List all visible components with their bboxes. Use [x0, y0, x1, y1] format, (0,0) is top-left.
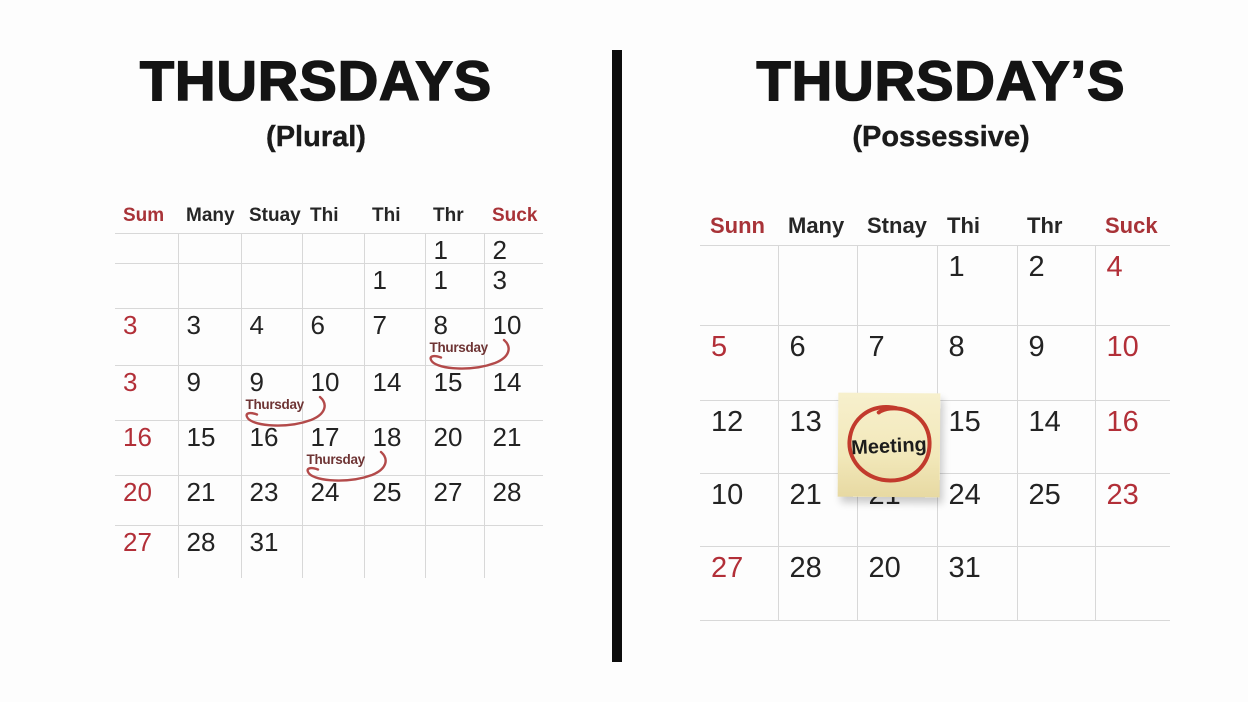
calendar-cell: [937, 546, 1017, 620]
right-title: THURSDAY’S: [756, 49, 1126, 112]
calendar-cell: [425, 476, 484, 526]
date-number: 16: [123, 422, 152, 452]
calendar-cell: [178, 421, 241, 476]
calendar-week-row: [700, 245, 1170, 325]
calendar-cell: [857, 546, 937, 620]
date-number: 10: [711, 478, 744, 511]
calendar-cell: [241, 476, 302, 526]
calendar-week-row: [115, 264, 543, 309]
date-number: 14: [372, 367, 402, 397]
date-number: 16: [1106, 405, 1139, 438]
date-number: 18: [372, 422, 402, 452]
date-number: 6: [310, 310, 325, 340]
calendar-cell: [364, 264, 425, 309]
date-number: 24: [310, 477, 340, 507]
date-number: 21: [186, 477, 216, 507]
date-number: 24: [948, 478, 981, 511]
calendar-cell: [364, 309, 425, 366]
calendar-cell: [241, 264, 302, 309]
date-number: 27: [123, 527, 152, 557]
calendar-cell: [115, 366, 178, 421]
calendar-cell: [241, 526, 302, 578]
calendar-week-row: [700, 325, 1170, 400]
date-number: 14: [492, 367, 522, 397]
day-header: Stnay: [867, 212, 927, 238]
date-number: 12: [711, 405, 744, 438]
calendar-cell: [700, 400, 778, 473]
date-number: 2: [1028, 250, 1045, 283]
left-title: THURSDAYS: [139, 49, 493, 112]
calendar-cell: [937, 473, 1017, 546]
calendar-cell: [778, 245, 857, 325]
calendar-cell: [484, 476, 543, 526]
day-header: Thi: [372, 205, 401, 226]
date-number: 8: [433, 310, 448, 340]
date-number: 9: [186, 367, 201, 397]
date-number: 20: [433, 422, 463, 452]
date-number: 28: [492, 477, 522, 507]
left-calendar: [115, 205, 543, 578]
date-number: 27: [433, 477, 463, 507]
date-number: 9: [1028, 330, 1045, 363]
calendar-week-row: [115, 234, 543, 264]
date-number: 17: [310, 422, 340, 452]
day-header: Thi: [310, 205, 339, 226]
calendar-cell: [241, 366, 302, 421]
calendar-week-row: [115, 309, 543, 366]
calendar-cell: [115, 234, 178, 264]
calendar-cell: [857, 245, 937, 325]
day-header: Many: [186, 205, 235, 226]
day-header: Suck: [492, 205, 538, 226]
thursday-annotation: [430, 339, 500, 363]
date-number: 10: [1106, 330, 1139, 363]
date-number: 14: [1028, 405, 1061, 438]
calendar-cell: [700, 473, 778, 546]
date-number: 10: [310, 367, 340, 397]
calendar-cell: [302, 264, 364, 309]
calendar-cell: [1095, 245, 1170, 325]
vertical-divider: [612, 50, 622, 662]
date-number: 5: [711, 330, 728, 363]
day-header: Thi: [947, 212, 980, 238]
date-number: 21: [492, 422, 522, 452]
day-header: Thr: [433, 205, 464, 226]
calendar-cell: [937, 325, 1017, 400]
date-number: 4: [1106, 250, 1123, 283]
date-number: 10: [492, 310, 522, 340]
right-panel-header: [706, 49, 1176, 154]
thursday-annotation-text: Thursday: [306, 452, 365, 467]
calendar-cell: [1017, 400, 1095, 473]
calendar-cell: [857, 325, 937, 400]
day-header: Stuay: [249, 205, 301, 226]
calendar-cell: [178, 526, 241, 578]
date-number: 16: [249, 422, 279, 452]
calendar-cell: [115, 264, 178, 309]
calendar-cell: [1095, 400, 1170, 473]
date-number: 28: [186, 527, 216, 557]
calendar-cell: [425, 309, 488, 366]
left-panel-header: [86, 49, 546, 154]
calendar-cell: [484, 234, 543, 264]
date-number: 23: [249, 477, 279, 507]
calendar-cell: [937, 245, 1017, 325]
left-subtitle: (Plural): [266, 120, 366, 153]
date-number: 25: [1028, 478, 1061, 511]
calendar-cell: [425, 526, 484, 578]
day-header: Many: [788, 212, 845, 238]
calendar-cell: [115, 526, 178, 578]
calendar-week-row: [115, 526, 543, 578]
date-number: 3: [492, 265, 507, 295]
calendar-cell: [937, 400, 1017, 473]
date-number: 27: [711, 551, 744, 584]
thursday-annotation: [246, 396, 316, 420]
calendar-cell: [241, 234, 302, 264]
calendar-cell: [778, 325, 857, 400]
date-number: 13: [789, 405, 822, 438]
calendar-cell: [178, 366, 241, 421]
calendar-cell: [484, 264, 543, 309]
calendar-cell: [115, 309, 178, 366]
date-number: 21: [789, 478, 822, 511]
calendar-cell: [115, 421, 178, 476]
calendar-cell: [302, 234, 364, 264]
calendar-cell: [178, 476, 241, 526]
date-number: 23: [1106, 478, 1139, 511]
thursday-annotation-text: Thursday: [429, 340, 488, 355]
calendar-cell: [178, 264, 241, 309]
calendar-cell: [425, 421, 484, 476]
calendar-cell: [1095, 473, 1170, 546]
calendar-cell: [115, 476, 178, 526]
date-number: 15: [186, 422, 216, 452]
date-number: 20: [868, 551, 901, 584]
calendar-cell: [1017, 546, 1095, 620]
calendar-cell: [425, 366, 484, 421]
calendar-cell: [241, 309, 302, 366]
date-number: 25: [372, 477, 402, 507]
calendar-cell: [700, 245, 778, 325]
calendar-cell: [700, 546, 778, 620]
date-number: 31: [249, 527, 279, 557]
calendar-cell: [484, 366, 543, 421]
calendar-cell: [484, 421, 543, 476]
calendar-cell: [484, 526, 543, 578]
calendar-cell: [700, 325, 778, 400]
calendar-cell: [1095, 325, 1170, 400]
date-number: 7: [868, 330, 885, 363]
day-header: Thr: [1027, 212, 1063, 238]
calendar-cell: [1095, 546, 1170, 620]
date-number: 1: [372, 265, 387, 295]
date-number: 1: [433, 265, 448, 295]
thursday-annotation: [307, 451, 377, 475]
date-number: 20: [123, 477, 152, 507]
sticky-note-text: Meeting: [850, 433, 928, 460]
calendar-cell: [178, 234, 241, 264]
date-number: 7: [372, 310, 387, 340]
thursday-annotation-text: Thursday: [245, 397, 304, 412]
date-number: 3: [123, 310, 138, 340]
date-number: 1: [433, 235, 448, 265]
calendar-cell: [364, 234, 425, 264]
calendar-cell: [302, 526, 364, 578]
day-header: Sum: [123, 205, 165, 226]
date-number: 3: [123, 367, 138, 397]
date-number: 15: [948, 405, 981, 438]
date-number: 31: [948, 551, 981, 584]
calendar-cell: [1017, 245, 1095, 325]
calendar-week-row: [700, 546, 1170, 620]
date-number: 2: [492, 235, 507, 265]
calendar-cell: [178, 309, 241, 366]
date-number: 6: [789, 330, 806, 363]
date-number: 8: [948, 330, 965, 363]
day-header: Suck: [1105, 212, 1158, 238]
calendar-cell: [425, 234, 484, 264]
date-number: 9: [249, 367, 264, 397]
calendar-cell: [778, 546, 857, 620]
calendar-cell: [1017, 473, 1095, 546]
calendar-week-row: [115, 366, 543, 421]
date-number: 1: [948, 250, 965, 283]
date-number: 3: [186, 310, 201, 340]
date-number: 28: [789, 551, 822, 584]
calendar-cell: [302, 309, 364, 366]
calendar-cell: [364, 526, 425, 578]
calendar-cell: [425, 264, 484, 309]
calendar-cell: [1017, 325, 1095, 400]
date-number: 15: [433, 367, 463, 397]
sticky-note: [838, 393, 941, 498]
calendar-cell: [364, 366, 425, 421]
right-subtitle: (Possessive): [852, 120, 1030, 153]
date-number: 4: [249, 310, 264, 340]
day-header: Sunn: [710, 212, 765, 238]
